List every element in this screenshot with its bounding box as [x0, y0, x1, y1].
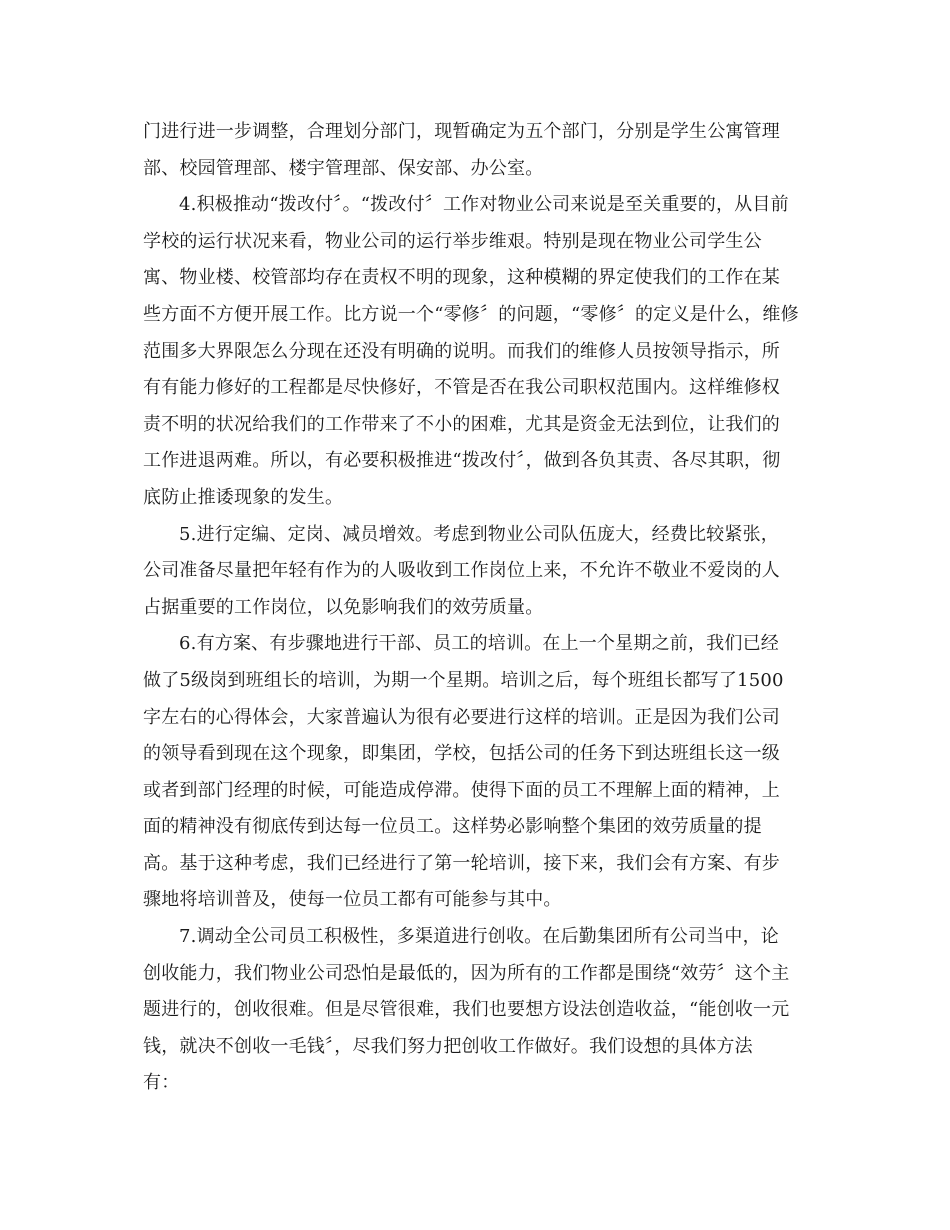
text-line: 6.有方案、有步骤地进行干部、员工的培训。在上一个星期之前，我们已经	[179, 633, 779, 655]
text-line: 7.调动全公司员工积极性，多渠道进行创收。在后勤集团所有公司当中，论	[179, 926, 779, 948]
paragraph-item-6	[143, 626, 811, 919]
text-line: 些方面不方便开展工作。比方说一个“零修〞的问题，“零修〞的定义是什么，维修	[143, 303, 799, 325]
text-line: 字左右的心得体会，大家普遍认为很有必要进行这样的培训。正是因为我们公司	[143, 706, 780, 728]
text-line: 高。基于这种考虑，我们已经进行了第一轮培训，接下来，我们会有方案、有步	[143, 852, 780, 874]
text-line: 有有能力修好的工程都是尽快修好，不管是否在我公司职权范围内。这样维修权	[143, 377, 780, 399]
text-line: 公司准备尽量把年轻有作为的人吸收到工作岗位上来，不允许不敬业不爱岗的人	[143, 560, 780, 582]
paragraph-item-4	[143, 187, 811, 516]
text-line: 创收能力，我们物业公司恐怕是最低的，因为所有的工作都是围绕“效劳〞这个主	[143, 962, 790, 984]
text-line: 部、校园管理部、楼宇管理部、保安部、办公室。	[143, 157, 544, 179]
text-line: 的领导看到现在这个现象，即集团，学校，包括公司的任务下到达班组长这一级	[143, 743, 780, 765]
text-line: 4.积极推动“拨改付〞。“拨改付〞工作对物业公司来说是至关重要的，从目前	[179, 194, 789, 216]
text-line: 骤地将培训普及，使每一位员工都有可能参与其中。	[143, 889, 562, 911]
text-line: 面的精神没有彻底传到达每一位员工。这样势必影响整个集团的效劳质量的提	[143, 816, 762, 838]
text-line: 题进行的，创收很难。但是尽管很难，我们也要想方设法创造收益，“能创收一元	[143, 999, 790, 1021]
text-line: 范围多大界限怎么分现在还没有明确的说明。而我们的维修人员按领导指示，所	[143, 340, 780, 362]
text-line: 做了5级岗到班组长的培训，为期一个星期。培训之后，每个班组长都写了1500	[143, 669, 784, 691]
text-line: 或者到部门经理的时候，可能造成停滞。使得下面的员工不理解上面的精神，上	[143, 779, 780, 801]
document-body	[143, 114, 811, 1102]
text-line: 底防止推诿现象的发生。	[143, 486, 344, 508]
paragraph-item-5	[143, 517, 811, 627]
text-line: 学校的运行状况来看，物业公司的运行举步维艰。特别是现在物业公司学生公	[143, 230, 762, 252]
text-line: 5.进行定编、定岗、减员增效。考虑到物业公司队伍庞大，经费比较紧张，	[179, 523, 779, 545]
text-line: 责不明的状况给我们的工作带来了不小的困难，尤其是资金无法到位，让我们的	[143, 413, 780, 435]
paragraph-continuation	[143, 114, 811, 187]
text-line: 工作进退两难。所以，有必要积极推进“拨改付〞，做到各负其责、各尽其职，彻	[143, 450, 781, 472]
text-line: 门进行进一步调整，合理划分部门，现暂确定为五个部门，分别是学生公寓管理	[143, 121, 780, 142]
text-line: 有：	[143, 1072, 180, 1094]
text-line: 钱，就决不创收一毛钱〞，尽我们努力把创收工作做好。我们设想的具体方法	[143, 1035, 753, 1057]
text-line: 占据重要的工作岗位，以免影响我们的效劳质量。	[143, 596, 544, 618]
paragraph-item-7	[143, 919, 811, 1102]
text-line: 寓、物业楼、校管部均存在责权不明的现象，这种模糊的界定使我们的工作在某	[143, 267, 780, 289]
